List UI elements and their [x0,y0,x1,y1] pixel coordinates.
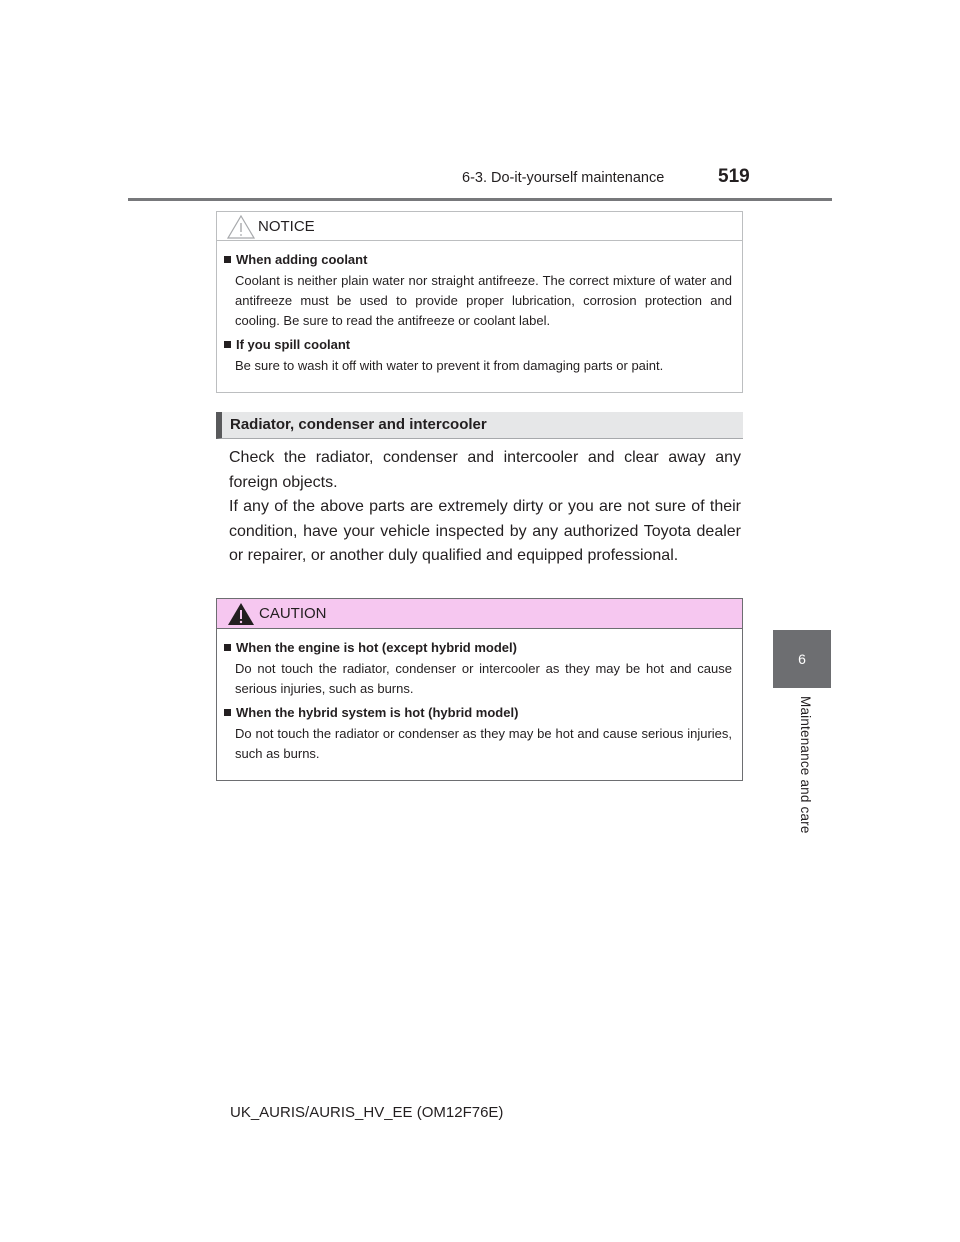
notice-box [216,211,743,393]
chapter-number: 6 [798,651,806,667]
section-body [229,446,741,569]
caution-body [217,629,742,764]
bullet-square-icon [224,256,231,263]
caution-item-text: Do not touch the radiator or condenser as they may be hot and cause serious injuries, such as burns. [235,726,732,761]
body-paragraph: Check the radiator, condenser and intercooler and clear away any foreign objects. [229,449,741,491]
warning-outline-icon [227,215,255,244]
bullet-square-icon [224,644,231,651]
bullet-square-icon [224,341,231,348]
caution-item-text: Do not touch the radiator, condenser or intercooler as they may be hot and cause serious injuries, such as burns. [235,661,732,696]
caution-box [216,598,743,781]
notice-item-heading: When adding coolant [224,252,732,267]
notice-title: NOTICE [258,218,315,235]
caution-item-heading: When the engine is hot (except hybrid model) [224,640,732,655]
notice-item-text: Coolant is neither plain water nor straight antifreeze. The correct mixture of water and antifreeze must be used to provide proper lubrication, corrosion protection and cooling. Be sure to read the antifreeze or coolant label. [235,273,732,328]
caution-header [217,599,742,629]
header-divider [128,198,832,201]
notice-item-text: Be sure to wash it off with water to prevent it from damaging parts or paint. [235,358,664,373]
notice-item-heading: If you spill coolant [224,337,732,352]
bullet-square-icon [224,709,231,716]
body-paragraph: If any of the above parts are extremely dirty or you are not sure of their condition, have your vehicle inspected by any authorized Toyota dealer or repairer, or another duly qualified and equipped professional. [229,498,741,564]
caution-title: CAUTION [259,605,327,622]
notice-header [217,212,742,241]
chapter-tab [773,630,831,688]
caution-item-heading: When the hybrid system is hot (hybrid model) [224,705,732,720]
header-section-title: 6-3. Do-it-yourself maintenance [462,170,665,186]
page-number: 519 [718,166,750,187]
section-title: Radiator, condenser and intercooler [230,416,487,433]
section-heading-bar [216,412,743,439]
notice-body [217,241,742,376]
warning-filled-icon [227,602,255,631]
document-footer: UK_AURIS/AURIS_HV_EE (OM12F76E) [230,1104,504,1121]
chapter-label: Maintenance and care [798,696,813,834]
